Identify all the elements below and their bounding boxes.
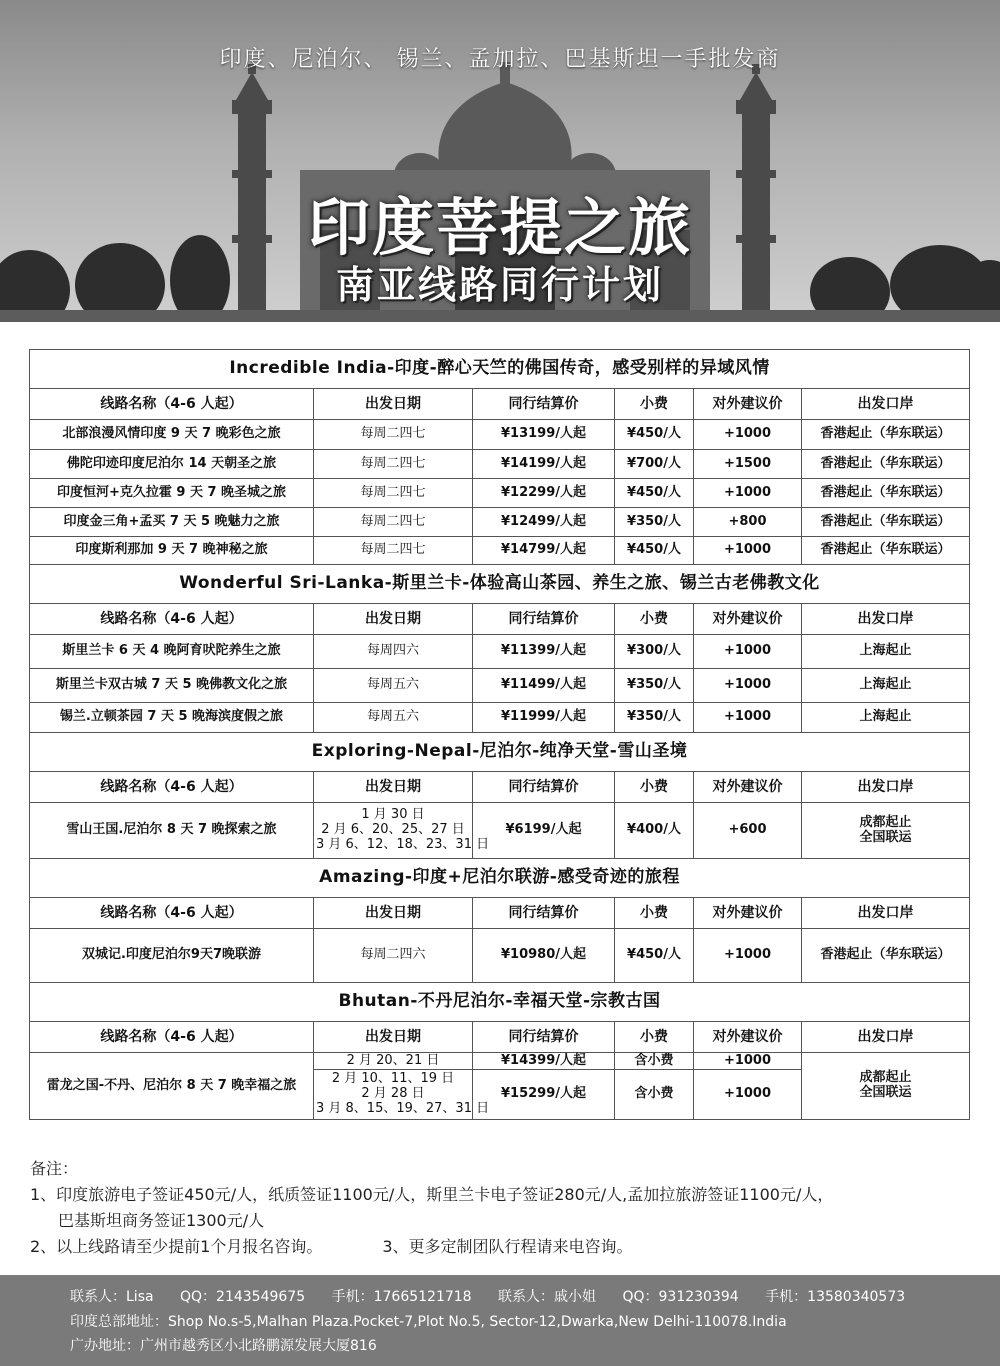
col-header-route: 线路名称（4-6 人起） [30,389,314,420]
col-header-port: 出发口岸 [802,898,970,929]
table-row [30,508,970,537]
settle-price: ¥11999/人起 [473,703,615,733]
settle-price: ¥15299/人起 [473,1070,615,1120]
col-header-port: 出发口岸 [802,389,970,420]
port-line: 全国联运 [859,829,912,845]
settle-price: ¥10980/人起 [473,929,615,983]
settle-price: ¥12299/人起 [473,479,615,508]
section-title-row [30,565,970,604]
col-header-tip: 小费 [615,389,694,420]
header-row [30,898,970,929]
tip: ¥450/人 [615,479,694,508]
tip: ¥700/人 [615,450,694,479]
departure-date: 每周二四七 [314,450,473,479]
departure-port: 香港起止（华东联运） [802,420,970,450]
route-name: 锡兰.立顿茶园 7 天 5 晚海滨度假之旅 [30,703,314,733]
table-row [30,479,970,508]
tip: ¥450/人 [615,929,694,983]
hq-address: 印度总部地址：Shop No.s-5,Malhan Plaza.Pocket-7,Plot No.5, Sector-12,Dwarka,New Delhi-110078.India [70,1314,787,1330]
col-header-tip: 小费 [615,898,694,929]
tip: 含小费 [615,1070,694,1120]
tip: ¥350/人 [615,508,694,537]
header-banner [0,0,1000,322]
settle-price: ¥6199/人起 [473,803,615,859]
suggested-price: +1000 [694,479,802,508]
table-row [30,703,970,733]
departure-port: 香港起止（华东联运） [802,450,970,479]
date-line: 1 月 30 日 [361,807,425,823]
col-header-suggested-price: 对外建议价 [694,604,802,635]
table-row [30,1053,970,1070]
departure-date: 每周二四七 [314,508,473,537]
section-title: Amazing-印度+尼泊尔联游-感受奇迹的旅程 [30,859,970,898]
col-header-tip: 小费 [615,772,694,803]
suggested-price: +1000 [694,537,802,565]
contact-2-phone: 手机：13580340573 [765,1289,906,1305]
note-1-continued: 巴基斯坦商务签证1300元/人 [58,1211,265,1230]
departure-date: 每周五六 [314,669,473,703]
notes [30,1156,980,1260]
notes-heading: 备注： [30,1159,79,1178]
section-title-row [30,733,970,772]
departure-date: 每周二四七 [314,420,473,450]
date-line: 2 月 28 日 [361,1086,425,1102]
note-1: 1、印度旅游电子签证450元/人，纸质签证1100元/人，斯里兰卡电子签证280元/人,孟加拉旅游签证1100元/人， [30,1185,834,1204]
suggested-price: +1000 [694,635,802,669]
note-2: 2、以上线路请至少提前1个月报名咨询。 [30,1237,323,1256]
departure-date: 每周二四七 [314,479,473,508]
departure-port: 上海起止 [802,669,970,703]
suggested-price: +1000 [694,1053,802,1070]
banner-tagline: 印度、尼泊尔、 锡兰、孟加拉、巴基斯坦一手批发商 [219,47,781,72]
port-line: 成都起止 [859,814,912,830]
table-row [30,537,970,565]
routes-table [29,349,970,1120]
date-line: 3 月 6、12、18、23、31 日 [316,836,490,852]
tip: ¥350/人 [615,703,694,733]
col-header-port: 出发口岸 [802,604,970,635]
banner-subtitle: 南亚线路同行计划 [335,262,664,307]
settle-price: ¥14199/人起 [473,450,615,479]
tip: ¥450/人 [615,537,694,565]
col-header-settle-price: 同行结算价 [473,772,615,803]
departure-date [314,1070,490,1120]
route-name: 北部浪漫风情印度 9 天 7 晚彩色之旅 [30,420,314,450]
tip: 含小费 [615,1053,694,1070]
contact-2-name: 联系人：戚小姐 [498,1289,597,1305]
table-row [30,669,970,703]
col-header-suggested-price: 对外建议价 [694,1022,802,1053]
settle-price: ¥11399/人起 [473,635,615,669]
departure-port: 香港起止（华东联运） [802,537,970,565]
col-header-date: 出发日期 [314,604,473,635]
col-header-settle-price: 同行结算价 [473,898,615,929]
departure-port [802,1053,970,1120]
port-line: 全国联运 [859,1085,912,1100]
departure-port [802,803,970,859]
section-title: Exploring-Nepal-尼泊尔-纯净天堂-雪山圣境 [30,733,970,772]
header-row [30,1022,970,1053]
col-header-date: 出发日期 [314,898,473,929]
col-header-route: 线路名称（4-6 人起） [30,604,314,635]
suggested-price: +600 [694,803,802,859]
col-header-date: 出发日期 [314,1022,473,1053]
suggested-price: +1000 [694,1070,802,1120]
departure-date: 每周五六 [314,703,473,733]
route-name: 斯里兰卡 6 天 4 晚阿育吠陀养生之旅 [30,635,314,669]
settle-price: ¥13199/人起 [473,420,615,450]
col-header-settle-price: 同行结算价 [473,604,615,635]
tip: ¥350/人 [615,669,694,703]
section-title-row [30,350,970,389]
section-title: Incredible India-印度-醉心天竺的佛国传奇，感受别样的异域风情 [30,350,970,389]
col-header-suggested-price: 对外建议价 [694,389,802,420]
col-header-date: 出发日期 [314,389,473,420]
departure-port: 香港起止（华东联运） [802,929,970,983]
settle-price: ¥14399/人起 [473,1053,615,1070]
suggested-price: +1000 [694,420,802,450]
table-row [30,803,970,859]
banner-title: 印度菩提之旅 [307,191,692,264]
col-header-suggested-price: 对外建议价 [694,898,802,929]
route-name: 双城记.印度尼泊尔9天7晚联游 [30,929,314,983]
table-row [30,420,970,450]
departure-date: 2 月 20、21 日 [314,1053,473,1070]
contact-1-qq: QQ：2143549675 [180,1289,306,1305]
col-header-route: 线路名称（4-6 人起） [30,898,314,929]
note-3: 3、更多定制团队行程请来电咨询。 [382,1237,633,1256]
guangzhou-address: 广办地址：广州市越秀区小北路鹏源发展大厦816 [70,1338,377,1354]
tip: ¥300/人 [615,635,694,669]
departure-date: 每周二四七 [314,537,473,565]
route-name: 雷龙之国-不丹、尼泊尔 8 天 7 晚幸福之旅 [30,1053,314,1120]
port-line: 成都起止 [859,1070,912,1086]
date-line: 3 月 8、15、19、27、31 日 [316,1100,490,1116]
note-2-3-row [30,1234,980,1260]
section-title: Wonderful Sri-Lanka-斯里兰卡-体验高山茶园、养生之旅、锡兰古老佛教文化 [30,565,970,604]
col-header-tip: 小费 [615,1022,694,1053]
settle-price: ¥11499/人起 [473,669,615,703]
col-header-port: 出发口岸 [802,772,970,803]
header-row [30,772,970,803]
col-header-route: 线路名称（4-6 人起） [30,1022,314,1053]
contact-2-qq: QQ：931230394 [622,1289,739,1305]
section-title-row [30,859,970,898]
date-line: 2 月 10、11、19 日 [331,1071,455,1087]
header-row [30,389,970,420]
contact-1-phone: 手机：17665121718 [331,1289,472,1305]
route-name: 佛陀印迹印度尼泊尔 14 天朝圣之旅 [30,450,314,479]
suggested-price: +1000 [694,703,802,733]
departure-port: 香港起止（华东联运） [802,479,970,508]
col-header-date: 出发日期 [314,772,473,803]
departure-port: 上海起止 [802,703,970,733]
tip: ¥450/人 [615,420,694,450]
col-header-suggested-price: 对外建议价 [694,772,802,803]
departure-date [314,803,490,859]
date-line: 2 月 6、20、25、27 日 [321,822,465,838]
table-row [30,450,970,479]
contacts-line [70,1286,905,1306]
col-header-settle-price: 同行结算价 [473,389,615,420]
route-name: 印度斯利那加 9 天 7 晚神秘之旅 [30,537,314,565]
suggested-price: +1000 [694,929,802,983]
col-header-port: 出发口岸 [802,1022,970,1053]
route-name: 印度金三角+孟买 7 天 5 晚魅力之旅 [30,508,314,537]
col-header-route: 线路名称（4-6 人起） [30,772,314,803]
departure-date: 每周四六 [314,635,473,669]
departure-port: 香港起止（华东联运） [802,508,970,537]
departure-date: 每周二四六 [314,929,473,983]
settle-price: ¥12499/人起 [473,508,615,537]
suggested-price: +1000 [694,669,802,703]
header-row [30,604,970,635]
table-row [30,929,970,983]
settle-price: ¥14799/人起 [473,537,615,565]
suggested-price: +1500 [694,450,802,479]
suggested-price: +800 [694,508,802,537]
section-title: Bhutan-不丹尼泊尔-幸福天堂-宗教古国 [30,983,970,1022]
route-name: 斯里兰卡双古城 7 天 5 晚佛教文化之旅 [30,669,314,703]
col-header-tip: 小费 [615,604,694,635]
table-row [30,635,970,669]
section-title-row [30,983,970,1022]
route-name: 雪山王国.尼泊尔 8 天 7 晚探索之旅 [30,803,314,859]
departure-port: 上海起止 [802,635,970,669]
col-header-settle-price: 同行结算价 [473,1022,615,1053]
contact-footer [0,1275,1000,1366]
route-name: 印度恒河+克久拉霍 9 天 7 晚圣城之旅 [30,479,314,508]
tip: ¥400/人 [615,803,694,859]
contact-1-name: 联系人：Lisa [70,1289,154,1305]
